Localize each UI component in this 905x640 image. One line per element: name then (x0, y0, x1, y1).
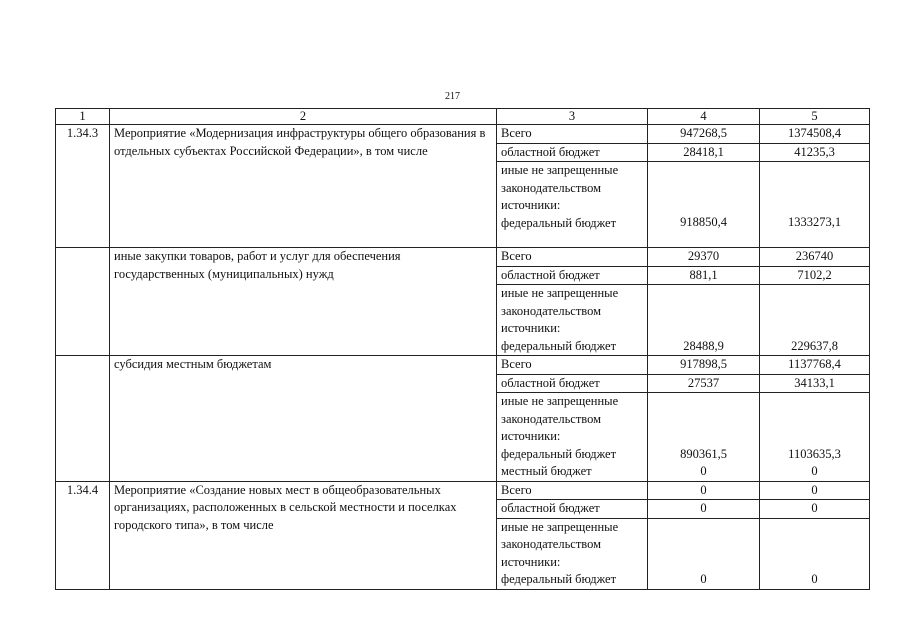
value-cell: 29370 (648, 248, 760, 267)
value-cell (760, 393, 870, 482)
value-cell: 881,1 (648, 266, 760, 285)
description-cell: субсидия местным бюджетам (110, 356, 497, 482)
description-cell: Мероприятие «Модернизация инфраструктуры общего образования в отдельных субъектах Российской Федерации», в том числе (110, 125, 497, 248)
source-label-multi (497, 518, 648, 589)
value-cell: 28488,9 (648, 285, 760, 356)
value-cell: 0 (648, 518, 760, 589)
federal-label: федеральный бюджет (501, 572, 617, 586)
page-number: 217 (445, 91, 460, 102)
header-row (56, 109, 870, 125)
value-cell: 1374508,4 (760, 125, 870, 144)
code-cell (56, 356, 110, 482)
value-cell: 0 (760, 481, 870, 500)
federal-label: федеральный бюджет (501, 446, 617, 461)
budget-table (55, 108, 870, 590)
federal-label: федеральный бюджет (501, 338, 617, 353)
value-cell: 41235,3 (760, 143, 870, 162)
source-label-multi (497, 393, 648, 482)
local-value: 0 (811, 464, 818, 478)
source-label: Всего (497, 481, 648, 500)
source-label: областной бюджет (497, 266, 648, 285)
federal-value: 918850,4 (680, 215, 727, 229)
other-sources-label: иные не запрещенные законодательством источники: (501, 163, 619, 212)
code-cell: 1.34.3 (56, 125, 110, 248)
source-label-multi (497, 285, 648, 356)
description-cell: Мероприятие «Создание новых мест в общеобразовательных организациях, расположенных в сельской местности и поселках городского типа», в том числе (110, 481, 497, 589)
source-label-multi (497, 162, 648, 248)
value-cell: 27537 (648, 374, 760, 393)
source-label: Всего (497, 125, 648, 144)
value-cell: 28418,1 (648, 143, 760, 162)
table-row (56, 481, 870, 500)
local-value: 0 (700, 464, 707, 478)
value-cell: 229637,8 (760, 285, 870, 356)
value-cell: 34133,1 (760, 374, 870, 393)
source-label: областной бюджет (497, 374, 648, 393)
header-cell: 1 (56, 109, 110, 125)
other-sources-label: иные не запрещенные законодательством источники: (501, 519, 619, 569)
value-cell (760, 162, 870, 248)
header-cell: 2 (110, 109, 497, 125)
value-cell (648, 162, 760, 248)
table-row (56, 356, 870, 375)
source-label: Всего (497, 356, 648, 375)
code-cell (56, 248, 110, 356)
source-label: областной бюджет (497, 143, 648, 162)
other-sources-label: иные не запрещенные законодательством источники: (501, 286, 619, 335)
value-cell (648, 393, 760, 482)
federal-value: 890361,5 (680, 446, 727, 461)
value-cell: 7102,2 (760, 266, 870, 285)
local-label: местный бюджет (501, 464, 592, 478)
value-cell: 0 (760, 518, 870, 589)
value-cell: 917898,5 (648, 356, 760, 375)
value-cell: 1137768,4 (760, 356, 870, 375)
description-cell: иные закупки товаров, работ и услуг для обеспечения государственных (муниципальных) нужд (110, 248, 497, 356)
value-cell: 0 (648, 481, 760, 500)
header-cell: 5 (760, 109, 870, 125)
code-cell: 1.34.4 (56, 481, 110, 589)
federal-value: 1103635,3 (788, 446, 841, 461)
table-row (56, 248, 870, 267)
value-cell: 0 (760, 500, 870, 519)
value-cell: 0 (648, 500, 760, 519)
source-label: Всего (497, 248, 648, 267)
other-sources-label: иные не запрещенные законодательством источники: (501, 394, 619, 443)
header-cell: 4 (648, 109, 760, 125)
table-row (56, 125, 870, 144)
value-cell: 947268,5 (648, 125, 760, 144)
federal-value: 1333273,1 (787, 215, 842, 229)
header-cell: 3 (497, 109, 648, 125)
value-cell: 236740 (760, 248, 870, 267)
federal-label: федеральный бюджет (501, 215, 617, 230)
source-label: областной бюджет (497, 500, 648, 519)
